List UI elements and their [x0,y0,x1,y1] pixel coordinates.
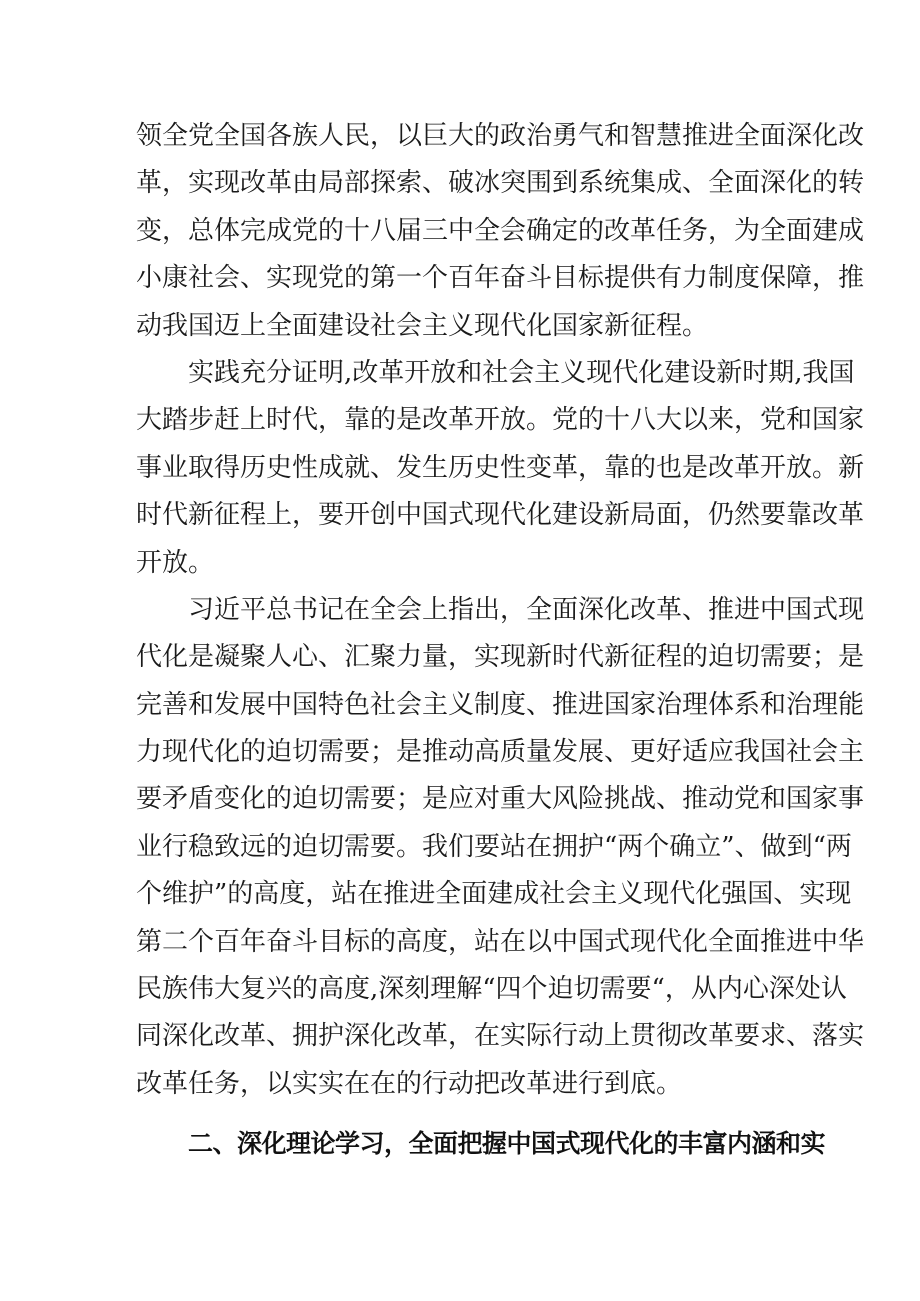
paragraph-1 [136,113,865,350]
text-line: 代化是凝聚人心、汇聚力量，实现新时代新征程的迫切需要；是 [136,642,865,673]
text-line: 第二个百年奋斗目标的高度，站在以中国式现代化全面推进中华 [136,926,865,957]
text-line: 改革任务，以实实在在的行动把改革进行到底。 [136,1068,683,1099]
text-line: 民族伟大复兴的高度,深刻理解“四个迫切需要“，从内心深处认 [136,974,847,1005]
text-line: 小康社会、实现党的第一个百年奋斗目标提供有力制度保障，推 [136,263,865,294]
text-line: 领全党全国各族人民，以巨大的政治勇气和智慧推进全面深化改 [136,121,865,151]
text-line: 个维护”的高度，站在推进全面建成社会主义现代化强国、实现 [136,879,852,910]
paragraph-3 [136,587,865,1108]
text-line: 大踏步赶上时代，靠的是改革开放。党的十八大以来，党和国家 [136,405,865,436]
text-line: 开放。 [136,547,215,578]
text-line: 力现代化的迫切需要；是推动高质量发展、更好适应我国社会主 [136,737,865,768]
text-line: 业行稳致远的迫切需要。我们要站在拥护“两个确立”、做到“两 [136,831,852,862]
text-line: 实践充分证明,改革开放和社会主义现代化建设新时期,我国 [188,357,855,388]
text-line: 同深化改革、拥护深化改革，在实际行动上贯彻改革要求、落实 [136,1021,865,1052]
text-line: 习近平总书记在全会上指出，全面深化改革、推进中国式现 [188,594,865,625]
paragraph-2 [136,350,865,587]
text-line: 事业取得历史性成就、发生历史性变革，靠的也是改革开放。新 [136,452,865,483]
body-text [136,113,865,1108]
text-line: 动我国迈上全面建设社会主义现代化国家新征程。 [136,310,709,341]
text-line: 时代新征程上，要开创中国式现代化建设新局面，仍然要靠改革 [136,500,865,531]
section-heading: 二、深化理论学习，全面把握中国式现代化的丰富内涵和实 [188,1129,826,1158]
text-line: 革，实现改革由局部探索、破冰突围到系统集成、全面深化的转 [136,168,865,199]
text-line: 完善和发展中国特色社会主义制度、推进国家治理体系和治理能 [136,689,865,720]
text-line: 要矛盾变化的迫切需要；是应对重大风险挑战、推动党和国家事 [136,784,865,815]
text-line: 变，总体完成党的十八届三中全会确定的改革任务，为全面建成 [136,215,865,246]
